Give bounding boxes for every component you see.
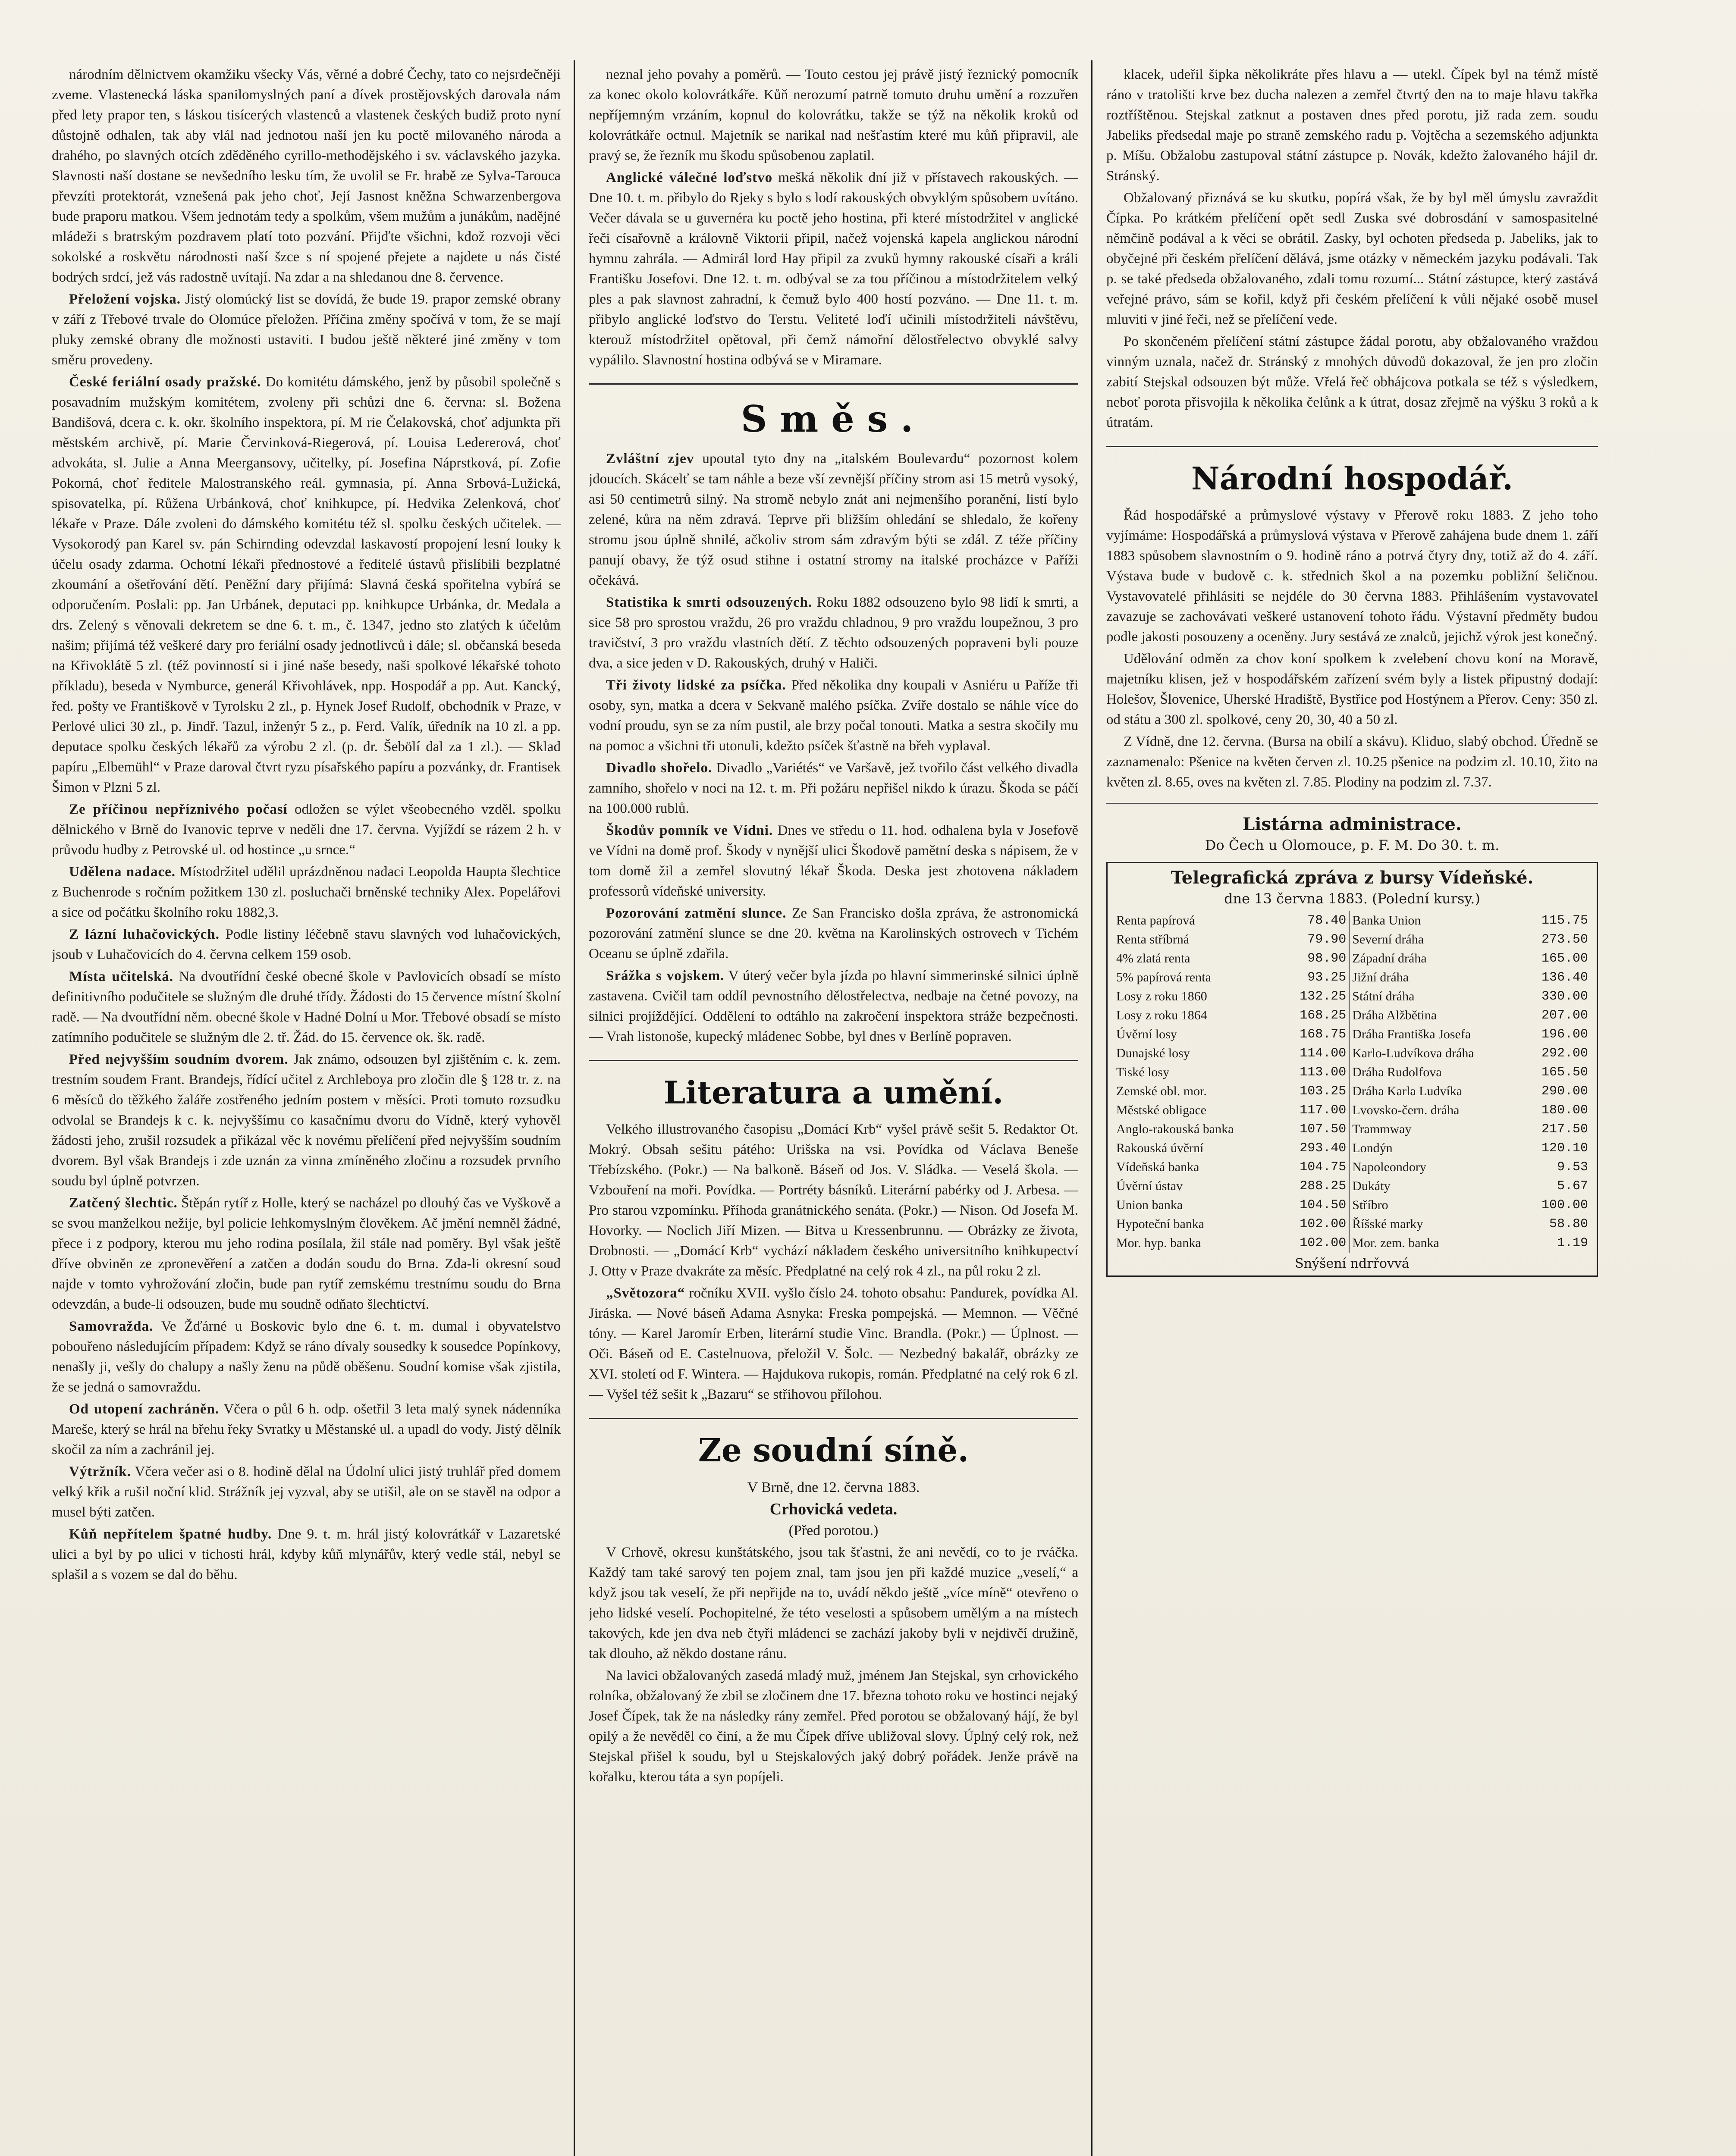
stock-value: 273.50: [1541, 932, 1588, 947]
stock-row: [1114, 1158, 1591, 1177]
article-lead: Od utopení zachráněn.: [69, 1401, 220, 1417]
article-lead: Před nejvyšším soudním dvorem.: [69, 1052, 289, 1067]
stock-name: Úvěrní ústav: [1116, 1179, 1183, 1193]
article-lead: Škodův pomník ve Vídni.: [606, 823, 773, 838]
stock-row: [1114, 1120, 1591, 1139]
stock-value: 132.25: [1300, 989, 1347, 1004]
stock-value: 292.00: [1541, 1046, 1588, 1061]
stock-name: Renta papírová: [1116, 913, 1195, 928]
divider: [1106, 803, 1598, 804]
stock-row: [1114, 1234, 1591, 1253]
article-text: V Crhově, okresu kunštátského, jsou tak šťastni, že ani nevědí, co to je rváčka. Každý tam také sarový ten pojem znal, tam jsou jen při každé muzice „veselí,“ a když jsou tak veselí, že při nepřijde na to, uvádí někdo ještě „více míně“ otevřeno o jeho lidské veselí. Pochopitelné, že této veselosti a spůsobem umělým a na místech takových, kde jen dva neb čtyři mládenci se zachází jakoby byli v nejdivčí družině, tak dlouho, až někdo dostane ránu.: [589, 1545, 1078, 1661]
article-title: Crhovická vedeta.: [769, 1500, 898, 1518]
stock-name: Státní dráha: [1349, 987, 1521, 1006]
stock-name: Anglo-rakouská banka: [1116, 1122, 1234, 1136]
article-text: Po skončeném přelíčení státní zástupce žádal porotu, aby obžalovaného vraždou vinným uznala, načež dr. Stránský z mnohých důvodů dokazoval, že jen pro zločin zabití Stejskal odsouzen být může. Vřelá řeč obhájcova potkala se též s výsledkem, neboť porota přisvojila k několika čelůnk a k útrat, dosaz zřejmě na výšku 3 roků a k útratám.: [1106, 334, 1598, 430]
stock-value: 114.00: [1300, 1046, 1347, 1061]
listarna-text: Do Čech u Olomouce, p. F. M. Do 30. t. m.: [1205, 837, 1500, 853]
article-list: [589, 1542, 1078, 1787]
stock-value: 217.50: [1541, 1122, 1588, 1137]
stock-name: Městské obligace: [1116, 1103, 1207, 1117]
article-paragraph: [1106, 332, 1598, 433]
article-text: neznal jeho povahy a poměrů. — Touto cestou jej právě jistý řeznický pomocník za konec okolo kolovrátkáře. Kůň nerozumí patrně tomuto druhu umění a rozzuřen nepříjemným vrzáním, kopnul do kolovrátku, takže se týž na několik kroků od kolovrátkáře octnul. Majetník se narikal nad nešťastím které mu kůň připravil, ale pravý se, že řezník mu škodu spůsobenou zaplatil.: [589, 67, 1078, 163]
article-text: Dnes ve středu o 11. hod. odhalena byla v Josefově ve Vídni na domě prof. Škody v nynější ulici Škodově pamětní deska s nápisem, že v tom domě žil a zemřel slovutný lékař Škoda. Deska jest zhotovena nákladem professorů vídeňské university.: [589, 823, 1078, 899]
stock-row: [1114, 949, 1591, 968]
stock-value: 1.19: [1557, 1236, 1588, 1250]
article-text: Včera o půl 6 h. odp. ošetřil 3 leta malý synek nádenníka Mareše, který se hrál na břehu řeky Svratky u Městanské ul. a upadl do vody. Jistý dělník skočil za ním a zachránil jej.: [52, 1401, 561, 1457]
article-text: Jak známo, odsouzen byl zjištěním c. k. zem. trestním soudem Frant. Brandejs, řídící učitel z Archleboya pro zločin dle § 128 tr. z. na 6 měsíců do těžkého žaláře zostřeného jedním postem v měsíci. Proti tomuto rozsudku odvolal se Brandejs k c. k. nejvyššímu co kasačnímu dvoru do Vídně, který vyhověl žádosti jeho, zrušil rozsudek a přikázal věc k novému přelíčení před nejvyšším soudním dvorem. Byl však Brandejs i zde uznán za vinna zmíněného zločinu a rozsudek prvního soudu byl úplně potvrzen.: [52, 1052, 561, 1189]
article-lead: Pozorování zatmění slunce.: [606, 906, 787, 921]
article-paragraph: [589, 1542, 1078, 1664]
section-heading-smes: Směs.: [741, 398, 926, 440]
article-text: Ve Žďárné u Boskovic bylo dne 6. t. m. dumal i obyvatelstvo pobouřeno následujícím případem: Když se ráno dívaly sousedky k sousedce Popínkovy, nenašly ji, vešly do chalupy a našly ženu na půdě oběšenu. Soudní komise však zjistila, že se jedná o samovraždu.: [52, 1319, 561, 1395]
section-heading-literatura: Literatura a umění.: [663, 1074, 1004, 1111]
article-paragraph: [589, 1119, 1078, 1282]
article-paragraph: [589, 966, 1078, 1047]
stock-report-title: Telegrafická zpráva z bursy Vídeňské.: [1171, 868, 1534, 888]
stock-value: 196.00: [1541, 1027, 1588, 1042]
article-text: upoutal tyto dny na „italském Boulevardu“ pozornost kolem jdoucích. Skácelť se tam náhle a beze vší zevnější příčiny strom asi 15 metrů vysoký, asi 50 centimetrů silný. Na stromě nebylo znát ani nejmenšího poranění, listí bylo zelené, kůra na něm zdravá. Teprve při bližším ohledání se shledalo, že kořeny stromu jsou úplně shnilé, ačkoliv strom sám zdravým býti se zdál. Z téže příčiny panují obavy, že týž osud stihne i ostatní stromy na italské procházce v Paříži očekává.: [589, 451, 1078, 588]
stock-name: Dukáty: [1349, 1177, 1521, 1196]
stock-value: 104.75: [1300, 1160, 1347, 1175]
article-lead: Srážka s vojskem.: [606, 968, 725, 984]
article-lead: České feriální osady pražské.: [69, 374, 261, 390]
stock-value: 136.40: [1541, 970, 1588, 985]
article-paragraph: [52, 862, 561, 923]
article-paragraph: [589, 168, 1078, 370]
stock-name: Rakouská úvěrní: [1116, 1141, 1204, 1155]
article-lead: Ze příčinou nepříznivého počasí: [69, 802, 288, 817]
article-paragraph: [52, 1193, 561, 1315]
stock-value: 103.25: [1300, 1084, 1347, 1099]
article-paragraph: [52, 1524, 561, 1585]
article-text: Na lavici obžalovaných zasedá mladý muž, jménem Jan Stejskal, syn crhovického rolníka, obžalovaný že zbil se zločinem dne 17. března tohoto roku ve hostinci nejaký Josef Čípek, tak že na následky rány zemřel. Před porotou se obžalovaný hájí, že byl opilý a že nevěděl co činí, a že mu Čípek dříve ubližoval slovy. Úplný celý rok, než Stejskal přišel k soudu, byl u Stejskalových jaký dobrý pořádek. Jenže právě na kořalku, kterou táta a syn popíjeli.: [589, 1668, 1078, 1785]
article-text: Dne 9. t. m. hrál jistý kolovrátkář v Lazaretské ulici a byl by po ulici v tichosti hrál, kdyby kůň mlynářův, který vedle stál, nebyl se splašil a s vozem se dal do běhu.: [52, 1526, 561, 1583]
stock-row: [1114, 1177, 1591, 1196]
article-text: Roku 1882 odsouzeno bylo 98 lidí k smrti, a sice 58 pro sprostou vraždu, 26 pro vraždu chladnou, 9 pro vraždu loupežnou, 3 pro travičství, 3 pro vraždu vlastních dětí. Z těchto odsouzených popraveni byli pouze dva, a sice jeden v D. Rakouských, druhý v Haliči.: [589, 595, 1078, 671]
article-list: [1106, 505, 1598, 793]
article-paragraph: [1106, 505, 1598, 647]
article-list: [589, 449, 1078, 1047]
stock-value: 9.53: [1557, 1160, 1588, 1175]
section-heading-soudni-sin: Ze soudní síně.: [698, 1432, 969, 1469]
article-paragraph: [589, 449, 1078, 591]
stock-name: Dráha Rudolfova: [1349, 1063, 1521, 1082]
article-lead: Výtržník.: [69, 1464, 131, 1479]
stock-name: Říšské marky: [1349, 1215, 1521, 1234]
article-text: klacek, udeřil šipka několikráte přes hlavu a — utekl. Čípek byl na témž místě ráno v tratolišti krve bez ducha nalezen a zemřel čtvrtý den na to maje hlavu takřka roztříštěnou. Stejskal zatknut a postaven dnes před porotu, již rada zem. soudu Jabeliks předsedal maje po straně zemského radu p. Vojtěcha a sezemského adjunkta p. Míšu. Obžalobu zastupoval státní zástupce p. Novák, kdežto žalovaného hájil dr. Stránský.: [1106, 67, 1598, 184]
stock-name: Jižní dráha: [1349, 968, 1521, 987]
article-lead: Samovražda.: [69, 1319, 154, 1334]
stock-row: [1114, 1025, 1591, 1044]
article-paragraph: [589, 1666, 1078, 1787]
stock-report-date: dne 13 června 1883. (Polední kursy.): [1224, 890, 1480, 907]
stock-name: Dráha Františka Josefa: [1349, 1025, 1521, 1044]
stock-value: 104.50: [1300, 1198, 1347, 1213]
stock-value: 330.00: [1541, 989, 1588, 1004]
stock-row: [1114, 1101, 1591, 1120]
listarna-title: Listárna administrace.: [1243, 814, 1462, 834]
stock-value: 180.00: [1541, 1103, 1588, 1118]
article-text: ročníku XVII. vyšlo číslo 24. tohoto obsahu: Pandurek, povídka Al. Jiráska. — Nové báseň Adama Asnyka: Freska pompejská. — Memnon. — Věčné tóny. — Karel Jaromír Erben, literární studie Vinc. Brandla. (Pokr.) — Úplnost. — Oči. Báseň od E. Castelnuova, přeložil V. Šolc. — Nezbedný bakalář, obrázky ze XVI. století od F. Wintera. — Hajdukova rukopis, román. Předplatné na celý rok 6 zl. — Vyšel též sešit k „Bazaru“ se střihovou přílohou.: [589, 1285, 1078, 1402]
column-rule: [574, 60, 575, 2156]
section-heading-narodni-hospodar: Národní hospodář.: [1191, 460, 1513, 497]
article-paragraph: [589, 65, 1078, 166]
stock-row: [1114, 911, 1591, 930]
stock-name: Mor. hyp. banka: [1116, 1236, 1201, 1250]
article-lead: Tři životy lidské za psíčka.: [606, 677, 786, 693]
article-paragraph: [52, 372, 561, 798]
stock-name: Západní dráha: [1349, 949, 1521, 968]
article-paragraph: [52, 967, 561, 1048]
stock-value: 168.75: [1300, 1027, 1347, 1042]
article-text: Před několika dny koupali v Asniéru u Paříže tři osoby, syn, matka a dcera v Sekvaně malého psíčka. Zvíře dostalo se náhle více do vodní proudu, syn se za ním pustil, ale brzy počal tonouti. Matka a sestra skočily mu na pomoc a všichni tři utonuli, kdežto psíček šťastně na břeh vyplaval.: [589, 677, 1078, 754]
stock-row: [1114, 1006, 1591, 1025]
article-lead: Přeložení vojska.: [69, 291, 181, 307]
stock-report-box: [1106, 862, 1598, 1277]
stock-value: 288.25: [1300, 1179, 1347, 1194]
stock-value: 165.50: [1541, 1065, 1588, 1080]
stock-value: 290.00: [1541, 1084, 1588, 1099]
column-3: [1106, 65, 1598, 2156]
stock-name: Trammway: [1349, 1120, 1521, 1139]
stock-value: 168.25: [1300, 1008, 1347, 1023]
stock-table: [1114, 911, 1591, 1253]
article-text: Z Vídně, dne 12. června. (Bursa na obilí a skávu). Kliduo, slabý obchod. Úředně se zaznamenalo: Pšenice na květen červen zl. 10.25 pšenice na podzim zl. 10.10, žito na květen zl. 8.65, oves na květen zl. 7.85. Plodiny na podzim zl. 7.37.: [1106, 734, 1598, 790]
stock-value: 165.00: [1541, 951, 1588, 966]
stock-name: Dunajské losy: [1116, 1046, 1190, 1060]
stock-name: Londýn: [1349, 1139, 1521, 1158]
stock-value: 58.80: [1549, 1217, 1588, 1232]
article-list: [589, 65, 1078, 370]
article-text: Jistý olomúcký list se dovídá, že bude 19. prapor zemské obrany v září z Třebové trvale do Olomúce přeložen. Příčina změny spočívá v tom, že se mají pluky zemské obrany dle možnosti ustaviti. I budou ještě některé jiné změny v tom směru provedeny.: [52, 291, 561, 368]
article-lead: Udělena nadace.: [69, 864, 176, 880]
article-text: Řád hospodářské a průmyslové výstavy v Přerově roku 1883. Z jeho toho vyjímáme: Hospodářská a průmyslová výstava v Přerově zahájena bude dnem 1. září 1883 spůsobem slavnostním o 9. hodině ráno a potrvá čtyry dny, totiž až do 4. září. Výstava bude v budově c. k. střednich škol a na pozemku pobližní šeličnou. Vystavovatelé přihlásiti se nejdéle do 30 června 1883. Přihlášením vystavovatel zavazuje se zachovávati veškeré ustanovení tohoto řádu. Výstavní předměty budou podle jakosti posouzeny a oceněny. Jury sestává ze znalců, jejichž výrok jest konečný.: [1106, 508, 1598, 645]
stock-value: 78.40: [1307, 913, 1347, 928]
article-lead: Statistika k smrti odsouzených.: [606, 595, 813, 610]
stock-value: 79.90: [1307, 932, 1347, 947]
stock-row: [1114, 987, 1591, 1006]
article-paragraph: [52, 1316, 561, 1398]
article-text: Ze San Francisko došla zpráva, že astronomická pozorování zatmění slunce se dne 20. května na Karolinských ostrovech v Tichém Oceanu se úplně zdařila.: [589, 906, 1078, 962]
stock-value: 102.00: [1300, 1236, 1347, 1250]
stock-value: 5.67: [1557, 1179, 1588, 1194]
article-paragraph: [52, 1462, 561, 1523]
article-paragraph: [52, 1050, 561, 1191]
divider: [589, 383, 1078, 385]
stock-value: 107.50: [1300, 1122, 1347, 1137]
article-paragraph: [589, 758, 1078, 819]
stock-row: [1114, 1063, 1591, 1082]
stock-note: Snýšení ndrřovvá: [1295, 1256, 1410, 1271]
stock-name: Dráha Alžbětina: [1349, 1006, 1521, 1025]
stock-name: Banka Union: [1349, 911, 1521, 930]
stock-name: Vídeňská banka: [1116, 1160, 1199, 1174]
article-text: V úterý večer byla jízda po hlavní simmerinské silnici úplně zastavena. Cvičil tam oddíl pevnostního dělostřelectva, nedbaje na četné povozy, na silnici projíždějící. Oddělení to odtáhlo na zakročení inspektora stráže bezpečnosti. — Vrah listonoše, kupecký mládenec Sobbe, byl dnes v Berlíně popraven.: [589, 968, 1078, 1044]
article-paragraph: [52, 289, 561, 370]
stock-value: 93.25: [1307, 970, 1347, 985]
article-paragraph: [52, 1399, 561, 1460]
article-text: Obžalovaný přiznává se ku skutku, popírá však, že by byl měl úmyslu zavraždit Čípka. Po krátkém přelíčení opět sedl Zuska své dobrosdání v samospasitelné němčině podával a k věci se obrátil. Zasky, byl ochoten předseda p. Jabeliks, jak to obyčejné při českém přelíčení dělává, jsme otázky v německém jazyku podávali. Tak p. se také předseda obžalovaného, zdali tomu rozumí... Státní zástupce, který zastává veřejné právo, sám se kořil, když při českém přelíčení k vůli nějaké osobě musel mluviti v jiné řeči, než se přelíčení vede.: [1106, 190, 1598, 327]
stock-name: Stříbro: [1349, 1196, 1521, 1215]
article-lead: Divadlo shořelo.: [606, 760, 713, 776]
article-text: Místodržitel udělil uprázdněnou nadaci Leopolda Haupta šlechtice z Buchenrode s ročním požitkem 130 zl. posluchači brněnské techniky Alex. Popelářovi a sice od počátku školního roku 1882,3.: [52, 864, 561, 920]
stock-row: [1114, 930, 1591, 949]
article-lead: Kůň nepřítelem špatné hudby.: [69, 1526, 272, 1542]
column-1: [52, 65, 561, 2156]
stock-name: Mor. zem. banka: [1349, 1234, 1521, 1253]
article-paragraph: [52, 799, 561, 860]
article-paragraph: [1106, 732, 1598, 793]
article-lead: Zatčený šlechtic.: [69, 1195, 178, 1211]
stock-value: 207.00: [1541, 1008, 1588, 1023]
stock-name: Severní dráha: [1349, 930, 1521, 949]
stock-name: Karlo-Ludvíkova dráha: [1349, 1044, 1521, 1063]
stock-name: Hypoteční banka: [1116, 1217, 1205, 1231]
dateline: V Brně, dne 12. června 1883.: [747, 1479, 920, 1495]
column-rule: [1091, 60, 1092, 2156]
stock-row: [1114, 1044, 1591, 1063]
article-paragraph: [52, 924, 561, 965]
article-text: národním dělnictvem okamžiku všecky Vás, věrné a dobré Čechy, tato co nejsrdečněji zveme. Vlastenecká láska spanilomyslných paní a dívek prostějovských darovala nám před lety prapor ten, s láskou tisícerých vlastenců a vlastenek českých budiž proto nyní důstojně odhalen, tak aby vlál nad jednotou naší jen ku poctě milovaného národa a drahého, po slavných otcích zděděného cyrillo-methodějského i sv. václavského jazyka. Slavnosti naší dostane se nevšedního lesku tím, že uvolil se Fr. hrabě ze Sylva-Tarouca převzíti protektorát, vznešená pak jeho choť, Její Jasnost kněžna Schwarzenbergova bude praporu matkou. Všem jednotám tedy a spolkům, všem mužům a junákům, nadějné mládeži s bratrským pozdravem platí toto pozvání. Přijďte všichni, kdož rozvoji věci sokolské a roskvětu národnosti naší šzce s ní spojené přejete a najdete u nás čisté bodrých srdcí, jež vás radostně uvítají. Na zdar a na shledanou dne 8. července.: [52, 67, 561, 285]
article-text: odložen se výlet všeobecného vzděl. spolku dělnického v Brně do Ivanovic teprve v neděli dne 17. června. Vyjíždí se rázem 2 h. v průvodu hudby z Petrovské ul. od hostince „u srnce.“: [52, 802, 561, 858]
article-subtitle: (Před porotou.): [788, 1523, 879, 1539]
stock-name: Napoleondory: [1349, 1158, 1521, 1177]
article-text: Včera večer asi o 8. hodině dělal na Údolní ulici jistý truhlář před domem velký křik a rušil noční klid. Strážník jej vyzval, aby se utišil, ale on se stavěl na odpor a musel býti zatčen.: [52, 1464, 561, 1520]
article-list: [1106, 65, 1598, 433]
stock-name: Úvěrní losy: [1116, 1027, 1177, 1041]
article-lead: Místa učitelská.: [69, 969, 174, 984]
stock-name: Tiské losy: [1116, 1065, 1170, 1079]
stock-name: Renta stříbrná: [1116, 932, 1190, 946]
article-paragraph: [1106, 65, 1598, 186]
article-paragraph: [1106, 649, 1598, 730]
stock-name: 4% zlatá renta: [1116, 951, 1190, 965]
divider: [589, 1060, 1078, 1061]
column-2: [589, 65, 1078, 2156]
article-lead: „Světozora“: [606, 1285, 685, 1301]
divider: [589, 1418, 1078, 1419]
article-text: Udělování odměn za chov koní spolkem k zvelebení chovu koní na Moravě, majetníku klisen, jež v hospodářském zařízení svém byly a listek připustný dodají: Holešov, Šlovenice, Uherské Hradiště, Bystřice pod Hostýnem a Přerov. Ceny: 350 zl. od státu a 300 zl. spolkové, ceny 20, 30, 40 a 50 zl.: [1106, 651, 1598, 727]
article-text: Štěpán rytíř z Holle, který se nacházel po dlouhý čas ve Vyškově a se svou manželkou nežije, byl policie lehkomyslným člověkem. Ač jmění nemněl žádné, přece i z podpory, kterou mu jeho rodina posílala, žil stále nad poměry. Byl však ještě dříve obviněn ze zpronevěření a zatčen a dodán soudu do Brna. Zda-li okresní soud najde v tomto vyhrožování zločin, bude pan rytíř zemskému trestnímu soudu do Brna odevzdán, a bude-li odsouzen, bude mu soudně odňato šlechtictví.: [52, 1195, 561, 1312]
article-text: Na dvoutřídní české obecné škole v Pavlovicích obsadí se místo definitivního podučitele se služným dle druhé třídy. Žádosti do 15 července místní školní radě. — Na dvoutřídní něm. obecné škole v Hadné Dolní u Mor. Třebové obsadí se místo zatímního podučitele se služným dle 2. tř. Žád. do 15. července ok. šk. radě.: [52, 969, 561, 1045]
stock-value: 100.00: [1541, 1198, 1588, 1213]
stock-value: 115.75: [1541, 913, 1588, 928]
article-lead: Z lázní luhačovických.: [69, 927, 220, 942]
stock-row: [1114, 1215, 1591, 1234]
stock-value: 120.10: [1541, 1141, 1588, 1156]
stock-value: 113.00: [1300, 1065, 1347, 1080]
article-paragraph: [589, 821, 1078, 902]
stock-row: [1114, 1082, 1591, 1101]
article-paragraph: [589, 675, 1078, 756]
article-paragraph: [1106, 188, 1598, 330]
article-text: Do komitétu dámského, jenž by působil společně s posavadním mužským komitétem, zvoleny při schůzi dne 6. června: sl. Božena Bandišová, dcera c. k. okr. školního inspektora, pí. M rie Čelakovská, choť adjunkta při městském archivě, pí. Marie Červinková-Riegerová, pí. Louisa Ledererová, choť advokáta, sl. Julie a Anna Meergansovy, učitelky, pí. Josefina Náprstková, pí. Zofie Pokorná, choť ředitele Malostranského reál. gymnasia, pí. Anna Srbová-Lužická, spisovatelka, pí. Růžena Urbánková, choť knihkupce, pí. Hedvika Zelenková, choť lékaře v Praze. Dále zvoleni do dámského komitétu též sl. spolku českých učitelek. — Vysokorodý pan Karel sv. pán Schirnding odevzdal laskavostí propojení lesní louky k účelu osady zdarma. Ochotní lékaři přednostové a ředitelé ústavů přislíbili bezplatné zkoumání a ošetřování dětí. Peněžní dary přijímá: Slavná česká spořitelna vybírá se odporučením. Poslali: pp. Jan Urbánek, deputaci pp. knihkupce Urbánka, dr. Medala a drs. Zelený s věnovali dekretem se dne 6. t. m., č. 1347, jedno sto zlatých k účelům našim; přijímá též veškeré dary pro feriální osady jednotlivců i dále; sl. občanská beseda na Křivoklátě 5 zl. (též povinností si i jiné naše besedy, naši spolkové lékařské tohoto příkladu), beseda v Nymburce, generál Křivohlávek, npp. Hospodář a pp. Aut. Kancký, řed. pošty ve Františkově v Tyrolsku 2 zl., p. Hynek Josef Rudolf, obchodník v Praze, v Perlové ulici 30 zl., p. Jindř. Tazul, inženýr 5 z., p. Ferd. Valík, úředník na 10 zl. a pp. deputace spolku českých lékařů za výrobu 2 zl. (p. dr. Šebölí dal za 1 zl.). — Sklad papíru „Elbemühl“ v Praze daroval čtvrt ryzu písařského papíru a pozvánky, dr. Frantisek Šimon v Plzni 5 zl.: [52, 374, 561, 795]
stock-row: [1114, 1139, 1591, 1158]
divider: [1106, 446, 1598, 447]
stock-name: 5% papírová renta: [1116, 970, 1211, 984]
stock-value: 293.40: [1300, 1141, 1347, 1156]
stock-name: Losy z roku 1860: [1116, 989, 1207, 1003]
stock-value: 102.00: [1300, 1217, 1347, 1232]
stock-value: 117.00: [1300, 1103, 1347, 1118]
stock-row: [1114, 1196, 1591, 1215]
stock-name: Dráha Karla Ludvíka: [1349, 1082, 1521, 1101]
stock-value: 98.90: [1307, 951, 1347, 966]
article-lead: Anglické válečné loďstvo: [606, 170, 773, 185]
stock-name: Zemské obl. mor.: [1116, 1084, 1207, 1098]
article-text: mešká několik dní již v přístavech rakouských. — Dne 10. t. m. přibylo do Rjeky s bylo s lodí rakouských obvyklým spůsobem uvítáno. Večer dávala se u guvernéra ku poctě jeho hostina, při které místodržitel v anglické řeči císařovně a královně Viktorii připil, načež vojenská kapela anglickou národní hymnu zahrála. — Admirál lord Hay připil za zvuků hymny rakouské císaři a králi Františku Josefovi. Dne 12. t. m. odbýval se za tou příčinou a místodržitelem velký ples a pak slavnost zahradní, k čemuž bylo 400 hostí pozváno. — Dne 11. t. m. přibylo anglické loďstvo do Terstu. Veliteté loďí učinili místodržiteli návštěvu, kterouž místodržitel opětoval, při čemž námořní dělostřelectvo obvyklé salvy vypálilo. Slavnostní hostina odbývá se v Miramare.: [589, 170, 1078, 368]
stock-row: [1114, 968, 1591, 987]
article-paragraph: [52, 65, 561, 288]
article-paragraph: [589, 903, 1078, 964]
stock-name: Union banka: [1116, 1198, 1183, 1212]
article-list: [589, 1119, 1078, 1405]
stock-name: Losy z roku 1864: [1116, 1008, 1207, 1022]
article-text: Velkého illustrovaného časopisu „Domácí Krb“ vyšel právě sešit 5. Redaktor Ot. Mokrý. Obsah sešitu pátého: Urišska na vsi. Povídka od Václava Beneše Třebízského. (Pokr.) — Na balkoně. Báseň od Jos. V. Sládka. — Veselá škola. — Vzbouření na moři. Povídka. — Portréty básníků. Literární pabérky od J. Arbesa. — Pro starou vzpomínku. Příhoda granátnického senáta. (Pokr.) — Nison. Od Josefa M. Hovorky. — Noclich Jiří Mizen. — Bitva u Kressenbrunnu. — Obrázky ze života, Drobnosti. — „Domácí Krb“ vychází nákladem českého universitního knihkupectví J. Otty v Praze dvakráte za měsíc. Předplatné na celý rok 4 zl., na půl roku 2 zl.: [589, 1122, 1078, 1279]
article-paragraph: [589, 592, 1078, 674]
article-text: Divadlo „Variétés“ ve Varšavě, jež tvořilo část velkého divadla zamního, shořelo v noci na 12. t. m. Při požáru nepřišel nikdo k úrazu. Škoda se páčí na 100.000 rublů.: [589, 760, 1078, 816]
article-lead: Zvláštní zjev: [606, 451, 694, 467]
stock-name: Lvovsko-čern. dráha: [1349, 1101, 1521, 1120]
article-paragraph: [589, 1283, 1078, 1405]
article-text: Podle listiny léčebně stavu slavných vod luhačovických, jsoub v Luhačovicích do 4. června celkem 159 osob.: [52, 927, 561, 962]
